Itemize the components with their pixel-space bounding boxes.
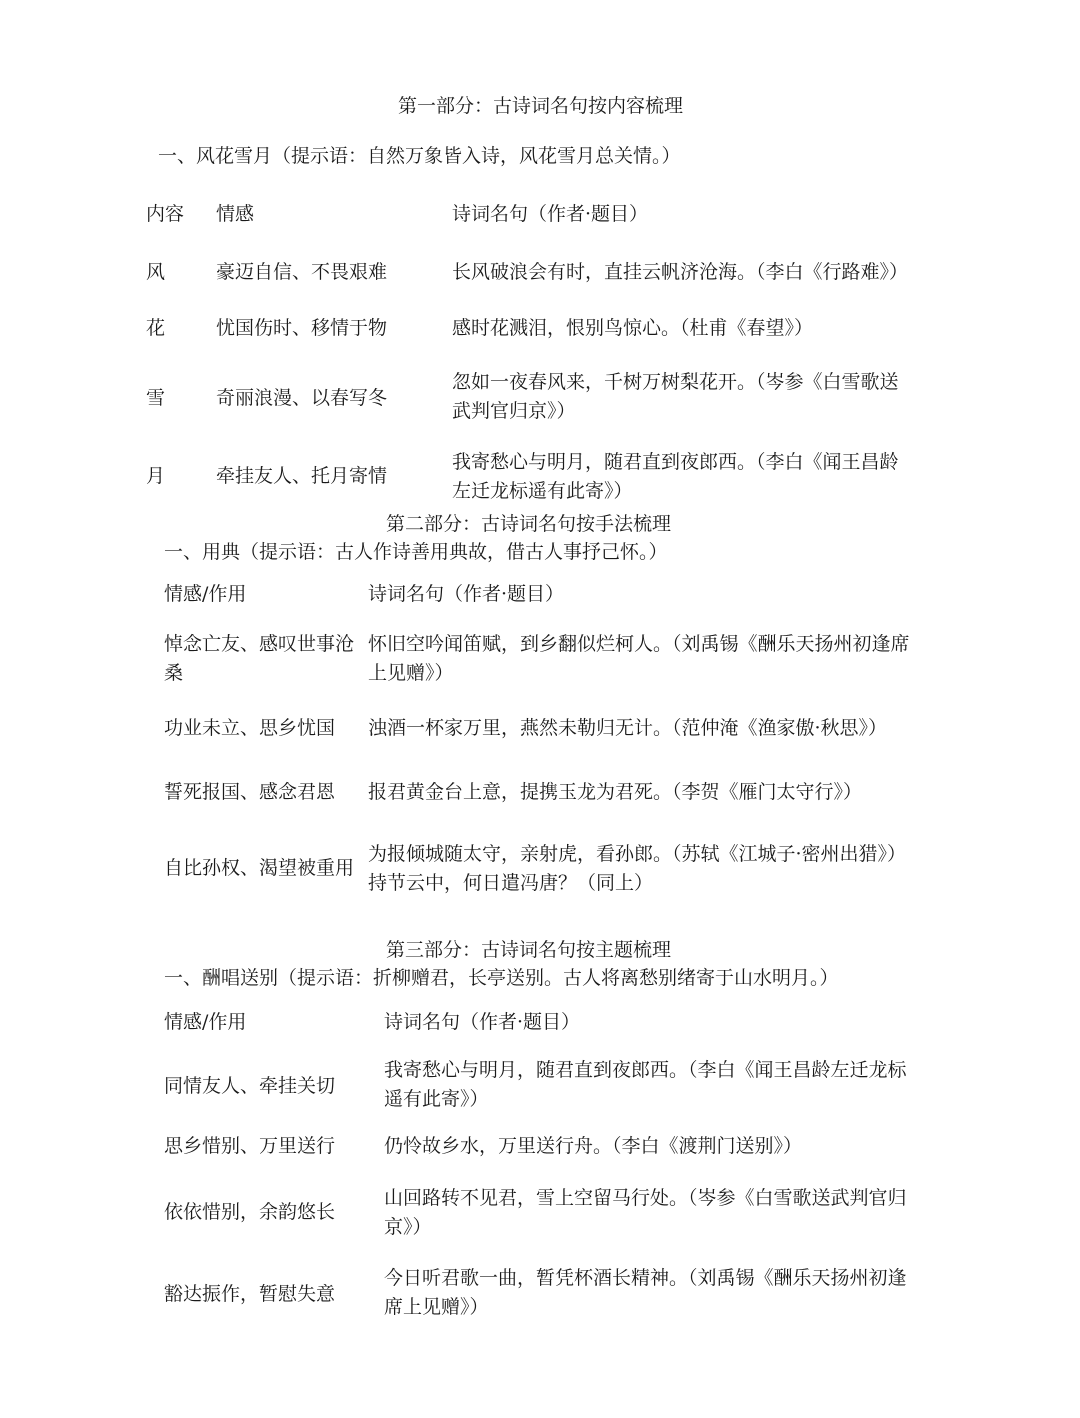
part1-row-verse: 长风破浪会有时，直挂云帆济沧海。（李白《行路难》） <box>452 261 909 283</box>
part3-row-verse: 仍怜故乡水，万里送行舟。（李白《渡荆门送别》） <box>384 1135 803 1157</box>
part1-header-content: 内容 <box>146 203 185 225</box>
part2-row-verse: 报君黄金台上意，提携玉龙为君死。（李贺《雁门太守行》） <box>368 781 863 803</box>
part3-title: 第三部分：古诗词名句按主题梳理 <box>386 939 672 961</box>
part1-row-emotion: 牵挂友人、托月寄情 <box>216 465 388 487</box>
part1-row-content: 风 <box>146 261 166 283</box>
part2-row-verse: 怀旧空吟闻笛赋，到乡翻似烂柯人。（刘禹锡《酬乐天扬州初逢席上见赠》） <box>368 633 910 684</box>
part1-row-emotion: 忧国伤时、移情于物 <box>216 317 388 339</box>
part1-row-verse: 我寄愁心与明月，随君直到夜郎西。（李白《闻王昌龄左迁龙标遥有此寄》） <box>452 451 899 502</box>
part3-row-emotion: 思乡惜别、万里送行 <box>164 1135 336 1157</box>
part2-row-emotion: 自比孙权、渴望被重用 <box>164 857 355 879</box>
part1-row-verse: 感时花溅泪，恨别鸟惊心。（杜甫《春望》） <box>452 317 814 339</box>
part1-row-verse: 忽如一夜春风来，千树万树梨花开。（岑参《白雪歌送武判官归京》） <box>452 371 899 422</box>
part1-header-verse: 诗词名句（作者·题目） <box>452 203 649 225</box>
part3-row-emotion: 同情友人、牵挂关切 <box>164 1075 336 1097</box>
part3-subtitle: 一、酬唱送别（提示语：折柳赠君，长亭送别。古人将离愁别绪寄于山水明月。） <box>164 967 839 989</box>
part2-row-emotion: 誓死报国、感念君恩 <box>164 781 336 803</box>
part2-row-verse: 浊酒一杯家万里，燕然未勒归无计。（范仲淹《渔家傲·秋思》） <box>368 717 888 739</box>
part3-row-verse: 山回路转不见君，雪上空留马行处。（岑参《白雪歌送武判官归京》） <box>384 1187 907 1238</box>
part1-row-content: 雪 <box>146 387 166 409</box>
part3-row-verse: 我寄愁心与明月，随君直到夜郎西。（李白《闻王昌龄左迁龙标遥有此寄》） <box>384 1059 907 1110</box>
part3-row-emotion: 依依惜别，余韵悠长 <box>164 1201 336 1223</box>
part1-title: 第一部分：古诗词名句按内容梳理 <box>398 95 684 117</box>
part1-row-emotion: 豪迈自信、不畏艰难 <box>216 261 388 283</box>
part2-row-emotion: 悼念亡友、感叹世事沧桑 <box>164 633 355 684</box>
part3-row-emotion: 豁达振作，暂慰失意 <box>164 1283 336 1305</box>
part1-subtitle: 一、风花雪月（提示语：自然万象皆入诗，风花雪月总关情。） <box>158 145 681 167</box>
part2-header-emotion: 情感/作用 <box>164 583 247 605</box>
part2-subtitle: 一、用典（提示语：古人作诗善用典故，借古人事抒己怀。） <box>164 541 668 563</box>
part1-row-content: 月 <box>146 465 166 487</box>
part3-row-verse: 今日听君歌一曲，暂凭杯酒长精神。（刘禹锡《酬乐天扬州初逢席上见赠》） <box>384 1267 907 1318</box>
part1-header-emotion: 情感 <box>216 203 255 225</box>
part1-row-content: 花 <box>146 317 166 339</box>
part2-header-verse: 诗词名句（作者·题目） <box>368 583 565 605</box>
part1-row-emotion: 奇丽浪漫、以春写冬 <box>216 387 388 409</box>
part2-title: 第二部分：古诗词名句按手法梳理 <box>386 513 672 535</box>
part3-header-emotion: 情感/作用 <box>164 1011 247 1033</box>
part2-row-verse: 为报倾城随太守，亲射虎，看孙郎。（苏轼《江城子·密州出猎》）持节云中，何日遣冯唐？（同上） <box>368 843 907 894</box>
part2-row-emotion: 功业未立、思乡忧国 <box>164 717 336 739</box>
part3-header-verse: 诗词名句（作者·题目） <box>384 1011 581 1033</box>
